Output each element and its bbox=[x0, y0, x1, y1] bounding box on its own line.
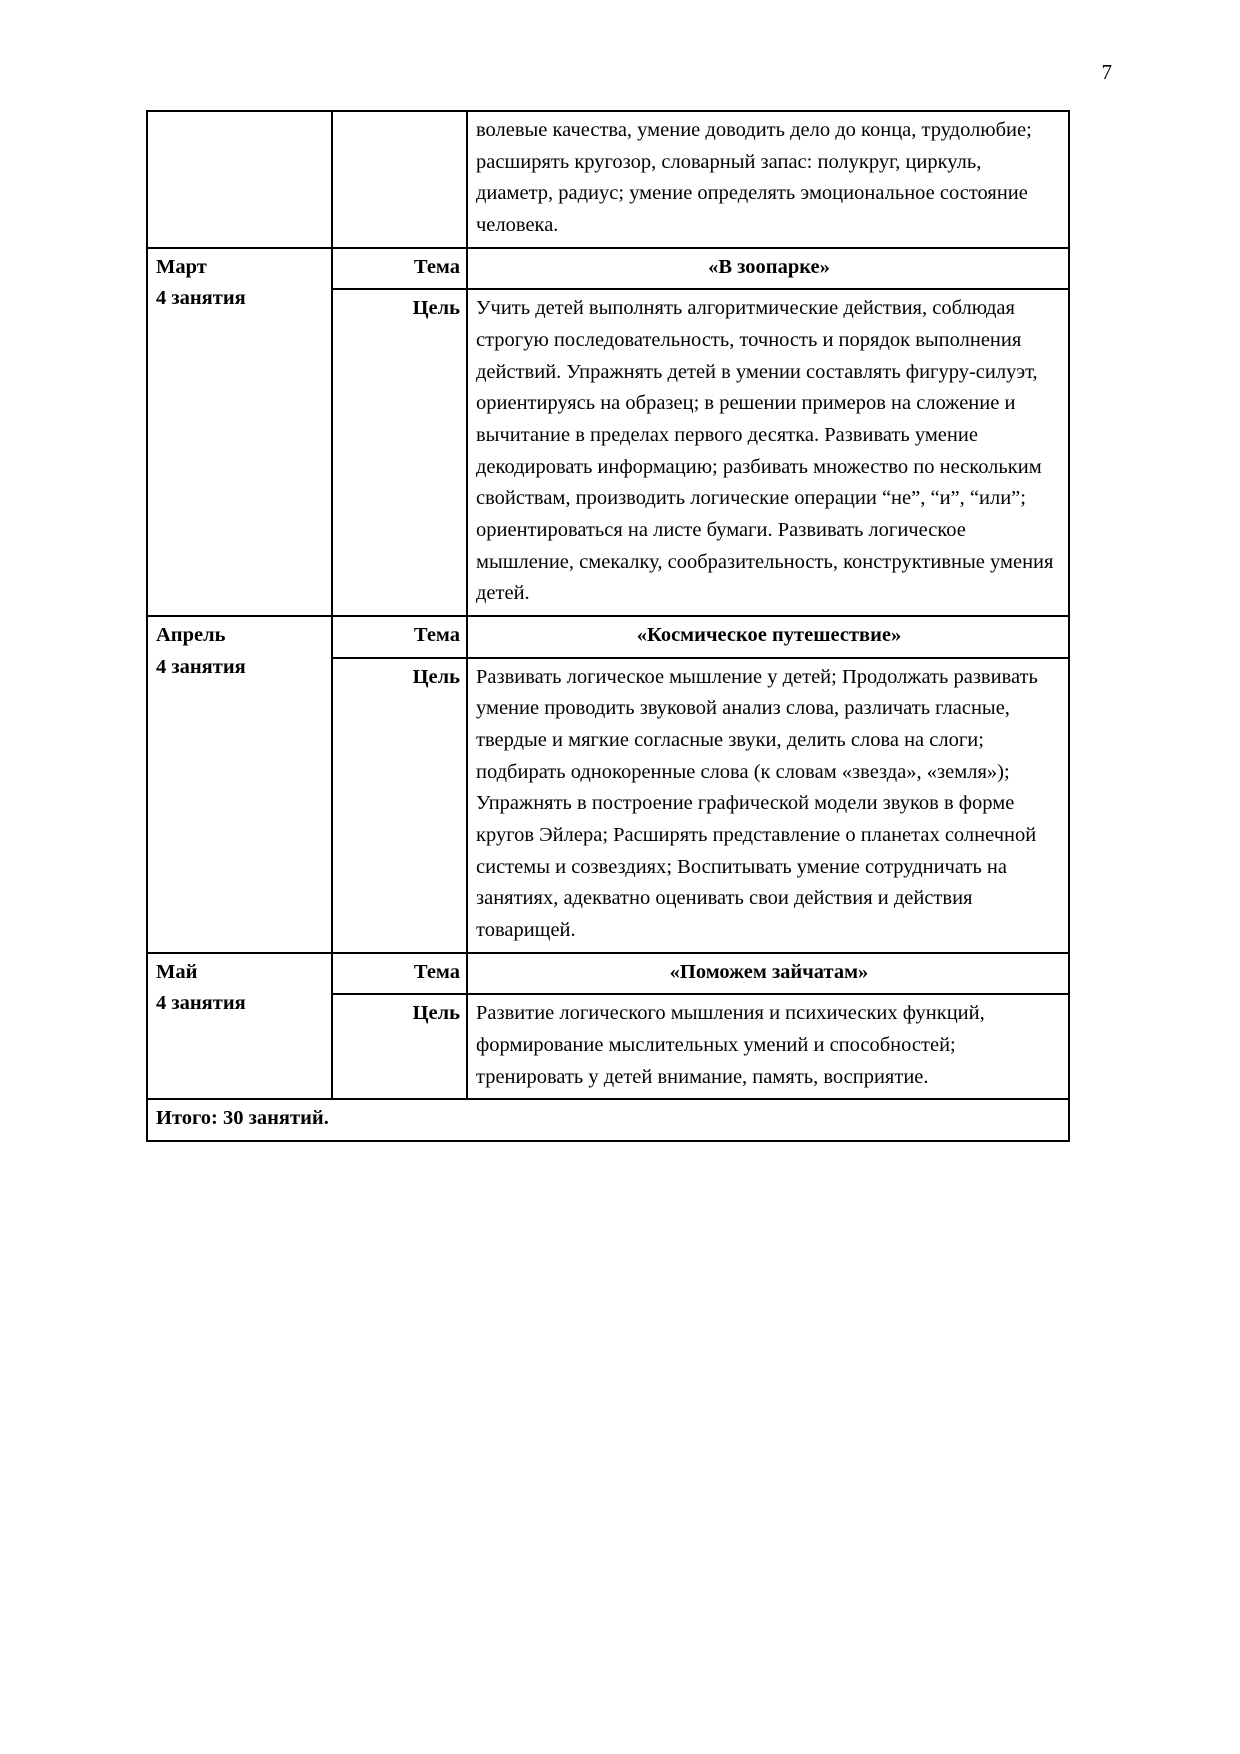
label-theme-march: Тема bbox=[332, 248, 467, 290]
theme-value-march: «В зоопарке» bbox=[467, 248, 1069, 290]
label-goal-april: Цель bbox=[332, 658, 467, 953]
spillover-month-cell bbox=[147, 111, 332, 248]
table-row-theme-april bbox=[147, 616, 1069, 658]
lesson-plan-table-container bbox=[146, 110, 1068, 1142]
month-cell-april bbox=[147, 616, 332, 953]
month-name-march: Март bbox=[156, 255, 207, 278]
spillover-label-cell bbox=[332, 111, 467, 248]
table-row-total bbox=[147, 1099, 1069, 1141]
spillover-text: волевые качества, умение доводить дело до конца, трудолюбие; расширять кругозор, словарный запас: полукруг, циркуль, диаметр, радиус; умение определять эмоциональное состояние человека. bbox=[467, 111, 1069, 248]
month-cell-march bbox=[147, 248, 332, 616]
month-count-march: 4 занятия bbox=[156, 287, 246, 310]
month-count-may: 4 занятия bbox=[156, 992, 246, 1015]
goal-value-may: Развитие логического мышления и психических функций, формирование мыслительных умений и способностей; тренировать у детей внимание, память, восприятие. bbox=[467, 994, 1069, 1099]
lesson-plan-table bbox=[146, 110, 1070, 1142]
month-count-april: 4 занятия bbox=[156, 655, 246, 678]
month-name-april: Апрель bbox=[156, 624, 226, 647]
theme-value-april: «Космическое путешествие» bbox=[467, 616, 1069, 658]
total-lessons: Итого: 30 занятий. bbox=[147, 1099, 1069, 1141]
month-name-may: Май bbox=[156, 960, 198, 983]
goal-value-march: Учить детей выполнять алгоритмические действия, соблюдая строгую последовательность, точность и порядок выполнения действий. Упражнять детей в умении составлять фигуру-силуэт, ориентируясь на образец; в решении примеров на сложение и вычитание в пределах первого десятка. Развивать умение декодировать информацию; разбивать множество по нескольким свойствам, производить логические операции “не”, “и”, “или”; ориентироваться на листе бумаги. Развивать логическое мышление, смекалку, сообразительность, конструктивные умения детей. bbox=[467, 289, 1069, 616]
month-cell-may bbox=[147, 953, 332, 1100]
table-row-theme-may bbox=[147, 953, 1069, 995]
table-row-spillover bbox=[147, 111, 1069, 248]
table-row-theme-march bbox=[147, 248, 1069, 290]
label-goal-may: Цель bbox=[332, 994, 467, 1099]
theme-value-may: «Поможем зайчатам» bbox=[467, 953, 1069, 995]
label-theme-april: Тема bbox=[332, 616, 467, 658]
label-goal-march: Цель bbox=[332, 289, 467, 616]
goal-value-april: Развивать логическое мышление у детей; Продолжать развивать умение проводить звуковой анализ слова, различать гласные, твердые и мягкие согласные звуки, делить слова на слоги; подбирать однокоренные слова (к словам «звезда», «земля»); Упражнять в построение графической модели звуков в форме кругов Эйлера; Расширять представление о планетах солнечной системы и созвездиях; Воспитывать умение сотрудничать на занятиях, адекватно оценивать свои действия и действия товарищей. bbox=[467, 658, 1069, 953]
label-theme-may: Тема bbox=[332, 953, 467, 995]
page-number: 7 bbox=[1101, 60, 1112, 84]
